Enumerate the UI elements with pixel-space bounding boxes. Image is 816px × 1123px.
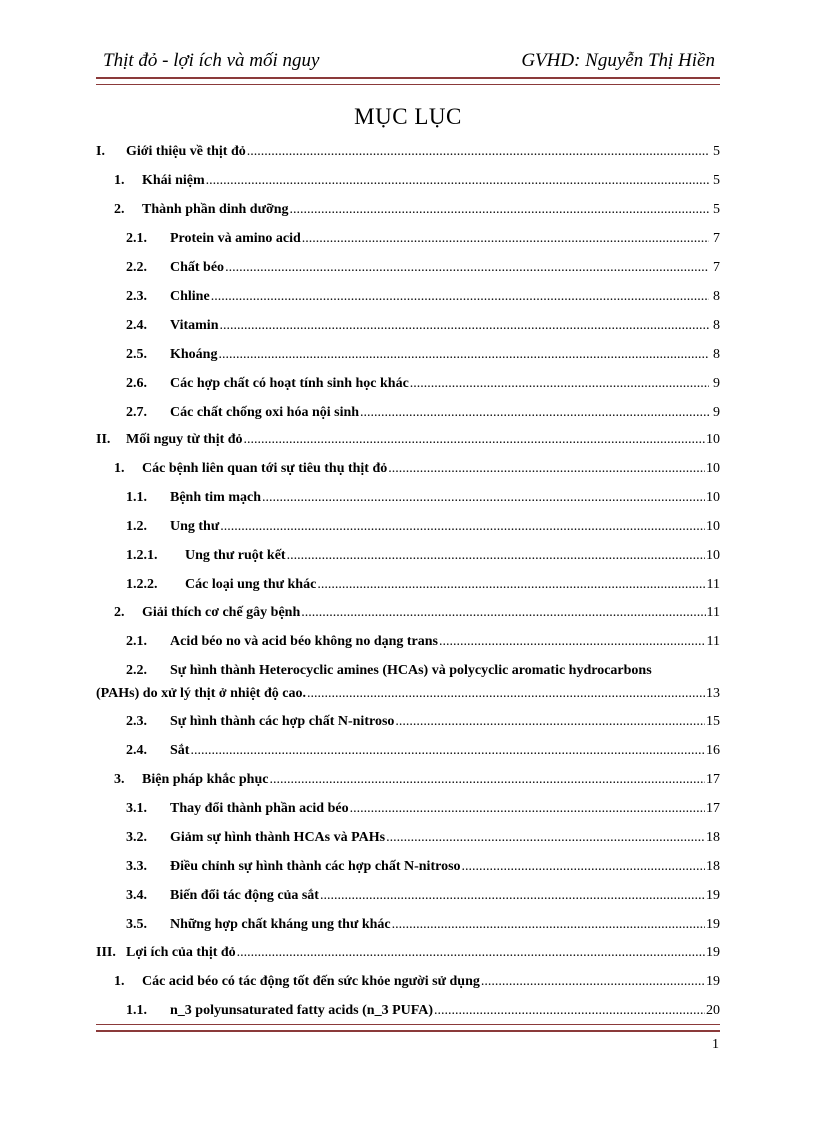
toc-page: 13 (706, 686, 720, 701)
toc-entry[interactable] (126, 376, 720, 392)
toc-leader (218, 347, 709, 363)
toc-number: 1.2. (126, 519, 147, 534)
toc-page: 19 (706, 917, 720, 932)
toc-label: Sự hình thành Heterocyclic amines (HCAs) và polycyclic aromatic hydrocarbons (170, 663, 652, 678)
toc-leader (269, 772, 705, 788)
toc-leader (434, 1003, 705, 1019)
footer-rule (96, 1024, 720, 1032)
toc-page: 5 (713, 144, 720, 159)
toc-leader (392, 917, 705, 933)
toc-number: 2.6. (126, 376, 147, 391)
toc-label: Mối nguy từ thịt đỏ (126, 432, 243, 447)
toc-entry[interactable] (114, 605, 720, 621)
toc-number: 2.4. (126, 743, 147, 758)
toc-entry[interactable] (96, 144, 720, 160)
toc-leader (244, 432, 705, 448)
toc-entry[interactable] (126, 830, 720, 846)
toc-number: I. (96, 144, 105, 159)
toc-number: 2.3. (126, 714, 147, 729)
toc-number: II. (96, 432, 111, 447)
toc-page: 19 (706, 945, 720, 960)
toc-entry[interactable] (114, 461, 720, 477)
header-rule (96, 77, 720, 85)
toc-leader (225, 260, 709, 276)
toc-number: 2. (114, 202, 125, 217)
toc-label: Giảm sự hình thành HCAs và PAHs (170, 830, 386, 845)
toc-entry[interactable] (126, 260, 720, 276)
toc-label: Chất béo (170, 260, 225, 275)
toc-page: 19 (706, 974, 720, 989)
toc-entry[interactable] (126, 347, 720, 363)
toc-leader (290, 202, 709, 218)
toc-page: 20 (706, 1003, 720, 1018)
toc-label: Acid béo no và acid béo không no dạng trans (170, 634, 439, 649)
toc-entry-continuation[interactable] (96, 686, 720, 702)
header-document-title: Thịt đỏ - lợi ích và mối nguy (103, 50, 320, 71)
toc-leader (307, 686, 705, 702)
toc-number: III. (96, 945, 116, 960)
toc-label: Chline (170, 289, 210, 304)
toc-leader (320, 888, 705, 904)
toc-number: 2.7. (126, 405, 147, 420)
toc-leader (287, 548, 705, 564)
toc-number: 2.2. (126, 663, 147, 678)
toc-entry[interactable] (126, 318, 720, 334)
toc-entry[interactable] (114, 974, 720, 990)
toc-leader (190, 743, 705, 759)
page-title: MỤC LỤC (354, 104, 462, 129)
toc-number: 2.3. (126, 289, 147, 304)
toc-number: 3.2. (126, 830, 147, 845)
toc-entry[interactable] (126, 405, 720, 421)
toc-leader (388, 461, 705, 477)
toc-number: 2.4. (126, 318, 147, 333)
toc-label: Thành phần dinh dưỡng (142, 202, 289, 217)
toc-label: Các bệnh liên quan tới sự tiêu thụ thịt đỏ (142, 461, 388, 476)
toc-leader (302, 231, 709, 247)
toc-leader (360, 405, 709, 421)
toc-leader (481, 974, 705, 990)
toc-page: 11 (706, 605, 720, 620)
toc-entry[interactable] (126, 743, 720, 759)
toc-entry[interactable] (126, 490, 720, 506)
toc-page: 10 (706, 519, 720, 534)
toc-number: 3.1. (126, 801, 147, 816)
toc-label: Các hợp chất có hoạt tính sinh học khác (170, 376, 409, 391)
toc-leader (439, 634, 706, 650)
toc-entry[interactable] (126, 519, 720, 535)
toc-label: Biện pháp khắc phục (142, 772, 269, 787)
toc-label: Khoáng (170, 347, 218, 362)
toc-page: 16 (706, 743, 720, 758)
toc-number: 1.1. (126, 1003, 147, 1018)
toc-leader (395, 714, 705, 730)
toc-label: Sắt (170, 743, 190, 758)
toc-label: Ung thư ruột kết (185, 548, 286, 563)
toc-label: Lợi ích của thịt đỏ (126, 945, 236, 960)
toc-leader (206, 173, 709, 189)
toc-entry[interactable] (126, 289, 720, 305)
toc-leader (211, 289, 709, 305)
toc-page: 11 (706, 577, 720, 592)
toc-page: 8 (713, 347, 720, 362)
toc-leader (462, 859, 705, 875)
toc-label: Thay đổi thành phần acid béo (170, 801, 349, 816)
toc-leader (219, 318, 709, 334)
toc-page: 10 (706, 432, 720, 447)
toc-entry[interactable] (114, 202, 720, 218)
toc-label: Điều chỉnh sự hình thành các hợp chất N-nitroso (170, 859, 461, 874)
toc-label: Sự hình thành các hợp chất N-nitroso (170, 714, 395, 729)
toc-number: 2.2. (126, 260, 147, 275)
toc-entry[interactable] (126, 917, 720, 933)
toc-number: 3.5. (126, 917, 147, 932)
toc-number: 3.4. (126, 888, 147, 903)
toc-entry[interactable] (126, 577, 720, 593)
toc-number: 1.1. (126, 490, 147, 505)
toc-entry[interactable] (114, 173, 720, 189)
toc-page: 10 (706, 548, 720, 563)
toc-number: 2.5. (126, 347, 147, 362)
toc-leader (247, 144, 709, 160)
toc-number: 3. (114, 772, 125, 787)
toc-entry[interactable] (126, 714, 720, 730)
toc-page: 5 (713, 202, 720, 217)
toc-number: 2.1. (126, 634, 147, 649)
toc-leader (301, 605, 705, 621)
toc-label: Giải thích cơ chế gây bệnh (142, 605, 301, 620)
toc-label: Ung thư (170, 519, 220, 534)
toc-number: 1. (114, 974, 125, 989)
toc-entry[interactable] (126, 888, 720, 904)
toc-page: 10 (706, 461, 720, 476)
toc-page: 9 (713, 405, 720, 420)
toc-label: Giới thiệu về thịt đỏ (126, 144, 246, 159)
toc-entry[interactable] (126, 548, 720, 564)
toc-number: 2. (114, 605, 125, 620)
toc-label: Các loại ung thư khác (185, 577, 317, 592)
toc-page: 9 (713, 376, 720, 391)
toc-label: (PAHs) do xử lý thịt ở nhiệt độ cao. (96, 686, 306, 701)
toc-label: Biến đổi tác động của sắt (170, 888, 319, 903)
toc-entry[interactable] (126, 859, 720, 875)
toc-label: Các chất chống oxi hóa nội sinh (170, 405, 360, 420)
toc-leader (220, 519, 705, 535)
toc-page: 18 (706, 830, 720, 845)
toc-leader (237, 945, 705, 961)
toc-page: 18 (706, 859, 720, 874)
toc-page: 7 (713, 231, 720, 246)
toc-page: 10 (706, 490, 720, 505)
toc-page: 17 (706, 801, 720, 816)
toc-entry[interactable] (126, 1003, 720, 1019)
toc-page: 5 (713, 173, 720, 188)
toc-leader (386, 830, 705, 846)
toc-entry[interactable] (114, 772, 720, 788)
toc-number: 1. (114, 173, 125, 188)
toc-leader (410, 376, 709, 392)
toc-label: Những hợp chất kháng ung thư khác (170, 917, 391, 932)
toc-number: 1.2.1. (126, 548, 158, 563)
toc-page: 15 (706, 714, 720, 729)
toc-entry[interactable] (126, 801, 720, 817)
toc-label: Khái niệm (142, 173, 205, 188)
toc-leader (350, 801, 705, 817)
toc-label: Bệnh tim mạch (170, 490, 261, 505)
toc-page: 11 (706, 634, 720, 649)
toc-number: 2.1. (126, 231, 147, 246)
toc-number: 1.2.2. (126, 577, 158, 592)
toc-entry[interactable] (126, 634, 720, 650)
toc-page: 17 (706, 772, 720, 787)
toc-label: Các acid béo có tác động tốt đến sức khỏe người sử dụng (142, 974, 480, 989)
toc-entry[interactable] (96, 945, 720, 961)
toc-leader (317, 577, 705, 593)
toc-label: n_3 polyunsaturated fatty acids (n_3 PUFA) (170, 1003, 434, 1018)
toc-page: 7 (713, 260, 720, 275)
toc-page: 8 (713, 318, 720, 333)
toc-entry[interactable] (126, 663, 720, 679)
toc-entry[interactable] (126, 231, 720, 247)
toc-leader (262, 490, 705, 506)
toc-page: 19 (706, 888, 720, 903)
toc-label: Protein và amino acid (170, 231, 301, 246)
running-header (101, 50, 715, 74)
toc-number: 3.3. (126, 859, 147, 874)
toc-number: 1. (114, 461, 125, 476)
toc-page: 8 (713, 289, 720, 304)
toc-label: Vitamin (170, 318, 219, 333)
page-number: 1 (712, 1037, 719, 1052)
toc-entry[interactable] (96, 432, 720, 448)
header-supervisor: GVHD: Nguyễn Thị Hiền (521, 50, 715, 71)
